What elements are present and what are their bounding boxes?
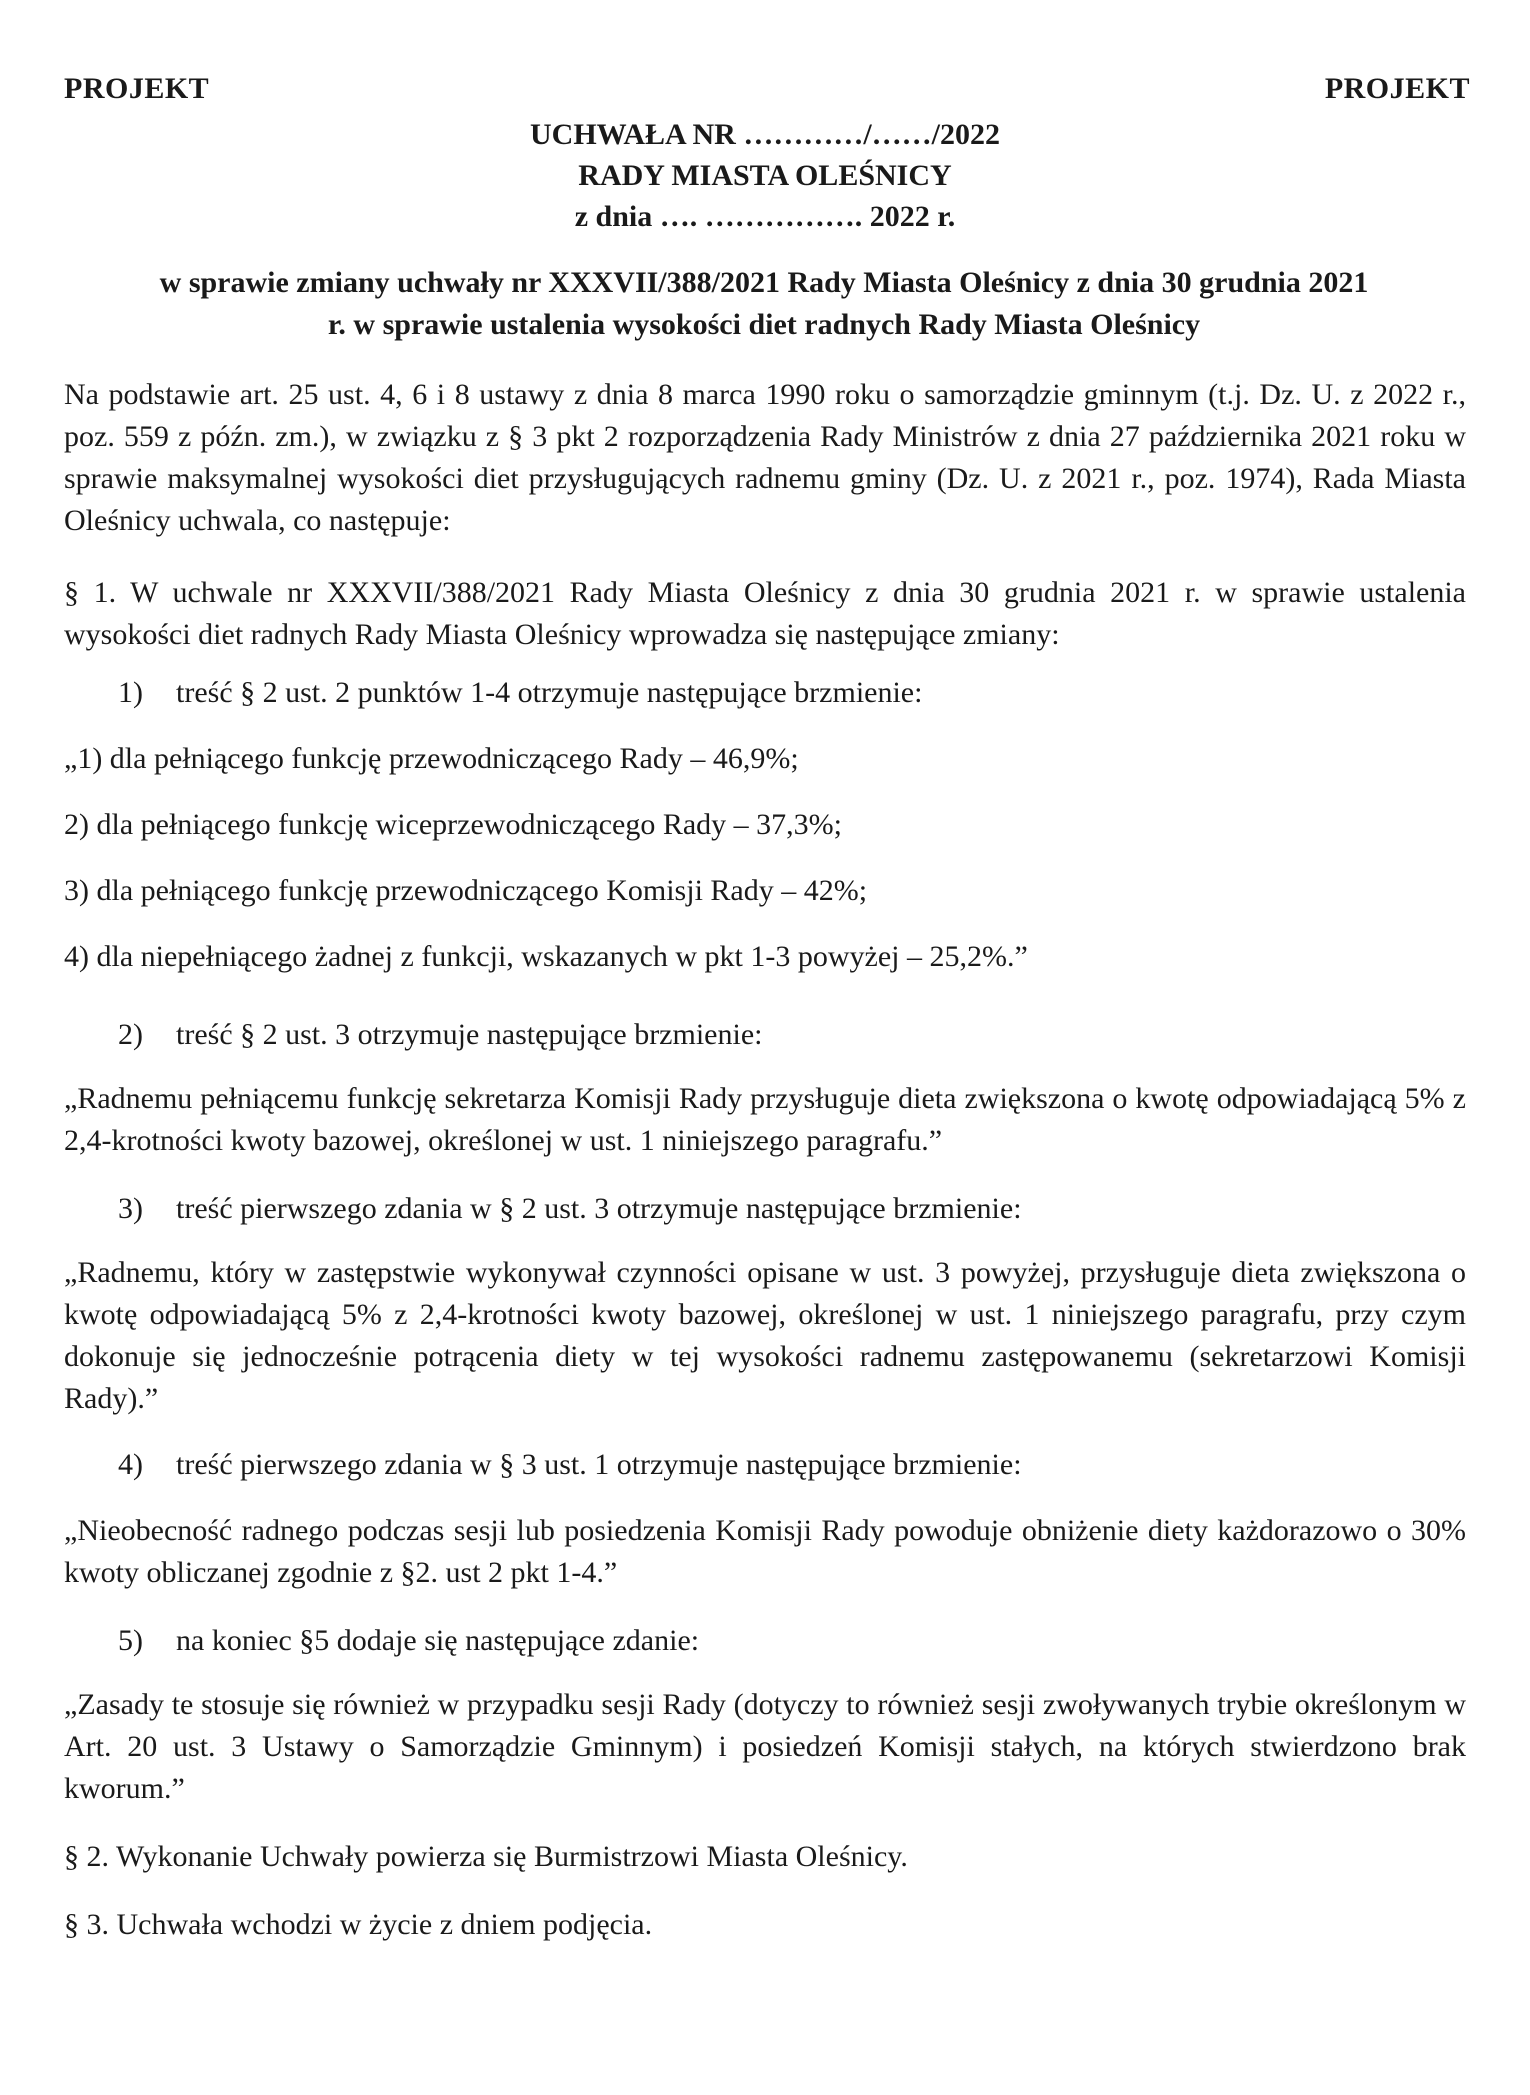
resolution-number: UCHWAŁA NR …………/……/2022 xyxy=(529,118,1001,151)
subject-line-1: w sprawie zmiany uchwały nr XXXVII/388/2021 Rady Miasta Oleśnicy z dnia 30 grudnia 2021 xyxy=(159,266,1369,299)
item2-quote: „Radnemu pełniącemu funkcję sekretarza Komisji Rady przysługuje dieta zwiększona o kwotę odpowiadającą 5% z 2,4-krotności kwoty bazowej, określonej w ust. 1 niniejszego paragrafu.” xyxy=(64,1082,1466,1157)
amendment-item-1-text: treść § 2 ust. 2 punktów 1-4 otrzymuje następujące brzmienie: xyxy=(176,676,923,709)
item4-quote: „Nieobecność radnego podczas sesji lub posiedzenia Komisji Rady powoduje obniżenie diety każdorazowo o 30% kwoty obliczanej zgodnie z §2. ust 2 pkt 1-4.” xyxy=(64,1514,1466,1589)
item1-point-4: 4) dla niepełniącego żadnej z funkcji, wskazanych w pkt 1-3 powyżej – 25,2%.” xyxy=(64,940,1028,973)
amendment-item-3 xyxy=(118,1188,1022,1230)
amendment-item-2-text: treść § 2 ust. 3 otrzymuje następujące brzmienie: xyxy=(176,1018,763,1051)
amendment-item-1 xyxy=(118,672,922,714)
section-2: § 2. Wykonanie Uchwały powierza się Burmistrzowi Miasta Oleśnicy. xyxy=(64,1840,908,1873)
resolution-subject xyxy=(64,262,1464,346)
amendment-item-1-number: 1) xyxy=(118,676,143,709)
item1-point-1: „1) dla pełniącego funkcję przewodniczącego Rady – 46,9%; xyxy=(64,742,799,775)
council-name: RADY MIASTA OLEŚNICY xyxy=(578,159,952,192)
item1-point-2: 2) dla pełniącego funkcję wiceprzewodniczącego Rady – 37,3%; xyxy=(64,808,843,841)
resolution-header xyxy=(0,114,1530,237)
amendment-item-2-number: 2) xyxy=(118,1018,143,1051)
resolution-date: z dnia …. ……………. 2022 r. xyxy=(574,200,956,233)
amendment-item-5-number: 5) xyxy=(118,1624,143,1657)
legal-basis-paragraph: Na podstawie art. 25 ust. 4, 6 i 8 ustawy z dnia 8 marca 1990 roku o samorządzie gminnym (t.j. Dz. U. z 2022 r., poz. 559 z późn. zm.), w związku z § 3 pkt 2 rozporządzenia Rady Ministrów z dnia 27 października 2021 roku w sprawie maksymalnej wysokości diet przysługujących radnemu gminy (Dz. U. z 2021 r., poz. 1974), Rada Miasta Oleśnicy uchwala, co następuje: xyxy=(64,378,1466,537)
projekt-label-left: PROJEKT xyxy=(64,72,210,105)
amendment-item-3-number: 3) xyxy=(118,1192,143,1225)
amendment-item-2 xyxy=(118,1014,762,1056)
projekt-label-right: PROJEKT xyxy=(1324,72,1470,105)
amendment-item-4 xyxy=(118,1444,1022,1486)
amendment-item-4-number: 4) xyxy=(118,1448,143,1481)
item3-quote: „Radnemu, który w zastępstwie wykonywał czynności opisane w ust. 3 powyżej, przysługuje dieta zwiększona o kwotę odpowiadającą 5% z 2,4-krotności kwoty bazowej, określonej w ust. 1 niniejszego paragrafu, przy czym dokonuje się jednocześnie potrącenia diety w tej wysokości radnemu zastępowanemu (sekretarzowi Komisji Rady).” xyxy=(64,1256,1466,1415)
amendment-item-5 xyxy=(118,1620,699,1662)
item1-point-3: 3) dla pełniącego funkcję przewodniczącego Komisji Rady – 42%; xyxy=(64,874,868,907)
amendment-item-5-text: na koniec §5 dodaje się następujące zdanie: xyxy=(176,1624,700,1657)
amendment-item-4-text: treść pierwszego zdania w § 3 ust. 1 otrzymuje następujące brzmienie: xyxy=(176,1448,1022,1481)
item5-quote: „Zasady te stosuje się również w przypadku sesji Rady (dotyczy to również sesji zwoływanych trybie określonym w Art. 20 ust. 3 Ustawy o Samorządzie Gminnym) i posiedzeń Komisji stałych, na których stwierdzono brak kworum.” xyxy=(64,1688,1466,1805)
amendment-item-3-text: treść pierwszego zdania w § 2 ust. 3 otrzymuje następujące brzmienie: xyxy=(176,1192,1022,1225)
section-3: § 3. Uchwała wchodzi w życie z dniem podjęcia. xyxy=(64,1908,653,1941)
subject-line-2: r. w sprawie ustalenia wysokości diet radnych Rady Miasta Oleśnicy xyxy=(327,308,1201,341)
section-1-intro: § 1. W uchwale nr XXXVII/388/2021 Rady Miasta Oleśnicy z dnia 30 grudnia 2021 r. w sprawie ustalenia wysokości diet radnych Rady Miasta Oleśnicy wprowadza się następujące zmiany: xyxy=(64,576,1466,651)
